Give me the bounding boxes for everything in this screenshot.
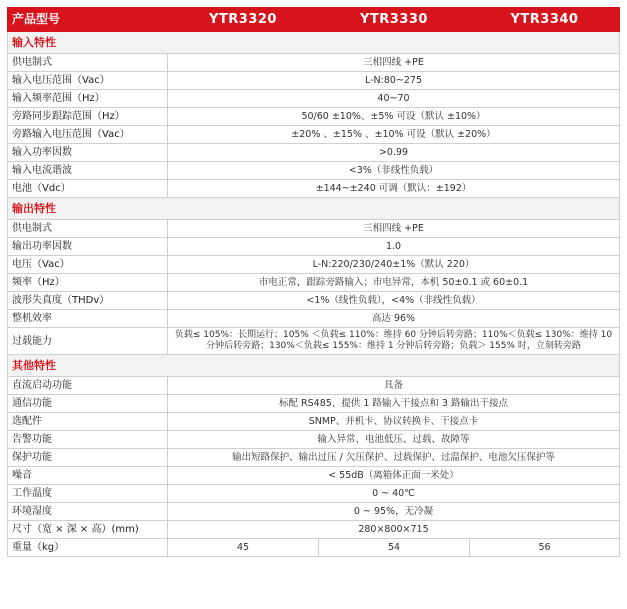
row-label: 电池（Vdc） — [8, 180, 168, 198]
row-value: 1.0 — [168, 238, 620, 256]
table-row — [8, 310, 620, 328]
table-row — [8, 467, 620, 485]
row-label: 供电制式 — [8, 220, 168, 238]
table-row — [8, 521, 620, 539]
row-value: <3%（非线性负载） — [168, 162, 620, 180]
section-title: 其他特性 — [8, 355, 620, 377]
row-label: 输出功率因数 — [8, 238, 168, 256]
table-row — [8, 503, 620, 521]
row-value: >0.99 — [168, 144, 620, 162]
row-value: 0 ~ 40℃ — [168, 485, 620, 503]
row-label: 输入功率因数 — [8, 144, 168, 162]
table-row — [8, 220, 620, 238]
section-title: 输入特性 — [8, 32, 620, 54]
row-value: SNMP、并机卡、协议转换卡、干接点卡 — [168, 413, 620, 431]
row-label: 整机效率 — [8, 310, 168, 328]
table-row — [8, 292, 620, 310]
row-label: 波形失真度（THDv） — [8, 292, 168, 310]
row-label: 过载能力 — [8, 328, 168, 355]
row-label: 通信功能 — [8, 395, 168, 413]
table-row — [8, 377, 620, 395]
row-label: 输入频率范围（Hz） — [8, 90, 168, 108]
row-label: 旁路输入电压范围（Vac） — [8, 126, 168, 144]
spec-table — [7, 7, 620, 557]
section-title: 输出特性 — [8, 198, 620, 220]
row-label: 保护功能 — [8, 449, 168, 467]
row-value: 0 ~ 95%，无冷凝 — [168, 503, 620, 521]
weight-ytr3330: 54 — [319, 539, 470, 557]
table-row — [8, 54, 620, 72]
weight-row — [8, 539, 620, 557]
row-label: 重量（kg） — [8, 539, 168, 557]
header-label: 产品型号 — [8, 8, 168, 32]
row-label: 直流启动功能 — [8, 377, 168, 395]
table-row — [8, 144, 620, 162]
row-value: 输入异常、电池低压、过载、故障等 — [168, 431, 620, 449]
table-row — [8, 413, 620, 431]
row-label: 供电制式 — [8, 54, 168, 72]
table-row — [8, 256, 620, 274]
table-row — [8, 238, 620, 256]
row-value: 负载≤ 105%：长期运行；105% ＜负载≤ 110%：维持 60 分钟后转旁路；110%＜负载≤ 130%：维持 10 分钟后转旁路；130%＜负载≤ 155%：维持 1 分钟后转旁路；负载＞ 155% 时，立刻转旁路 — [168, 328, 620, 355]
table-row — [8, 162, 620, 180]
table-row — [8, 485, 620, 503]
row-value: 280×800×715 — [168, 521, 620, 539]
section-other — [8, 355, 620, 377]
row-value: 三相四线 +PE — [168, 54, 620, 72]
row-value: 高达 96% — [168, 310, 620, 328]
row-label: 告警功能 — [8, 431, 168, 449]
row-label: 尺寸（宽 × 深 × 高）(mm) — [8, 521, 168, 539]
row-label: 噪音 — [8, 467, 168, 485]
row-value: L-N:220/230/240±1%（默认 220） — [168, 256, 620, 274]
table-row — [8, 274, 620, 292]
table-row — [8, 180, 620, 198]
table-row — [8, 449, 620, 467]
row-label: 电压（Vac） — [8, 256, 168, 274]
row-value: 40~70 — [168, 90, 620, 108]
row-label: 输入电流谐波 — [8, 162, 168, 180]
table-row — [8, 72, 620, 90]
table-row — [8, 328, 620, 355]
row-value: L-N:80~275 — [168, 72, 620, 90]
row-label: 频率（Hz） — [8, 274, 168, 292]
weight-ytr3340: 56 — [470, 539, 620, 557]
row-value: 市电正常，跟踪旁路输入；市电异常，本机 50±0.1 或 60±0.1 — [168, 274, 620, 292]
model-ytr3330: YTR3330 — [319, 8, 470, 32]
table-row — [8, 108, 620, 126]
row-label: 环境湿度 — [8, 503, 168, 521]
row-value: 具备 — [168, 377, 620, 395]
row-label: 工作温度 — [8, 485, 168, 503]
row-value: 输出短路保护、输出过压 / 欠压保护、过载保护、过温保护、电池欠压保护等 — [168, 449, 620, 467]
row-value: 50/60 ±10%、±5% 可设（默认 ±10%） — [168, 108, 620, 126]
row-value: ±144~±240 可调（默认：±192） — [168, 180, 620, 198]
row-label: 旁路同步跟踪范围（Hz） — [8, 108, 168, 126]
section-input — [8, 32, 620, 54]
row-label: 选配件 — [8, 413, 168, 431]
table-row — [8, 90, 620, 108]
row-value: 标配 RS485、提供 1 路输入干接点和 3 路输出干接点 — [168, 395, 620, 413]
row-value: < 55dB（离箱体正面一米处） — [168, 467, 620, 485]
row-value: <1%（线性负载），<4%（非线性负载） — [168, 292, 620, 310]
section-output — [8, 198, 620, 220]
weight-ytr3320: 45 — [168, 539, 319, 557]
table-row — [8, 395, 620, 413]
table-row — [8, 126, 620, 144]
model-ytr3320: YTR3320 — [168, 8, 319, 32]
row-value: 三相四线 +PE — [168, 220, 620, 238]
model-ytr3340: YTR3340 — [470, 8, 620, 32]
table-row — [8, 431, 620, 449]
header-row — [8, 8, 620, 32]
row-value: ±20% 、±15% 、±10% 可设（默认 ±20%） — [168, 126, 620, 144]
row-label: 输入电压范围（Vac） — [8, 72, 168, 90]
